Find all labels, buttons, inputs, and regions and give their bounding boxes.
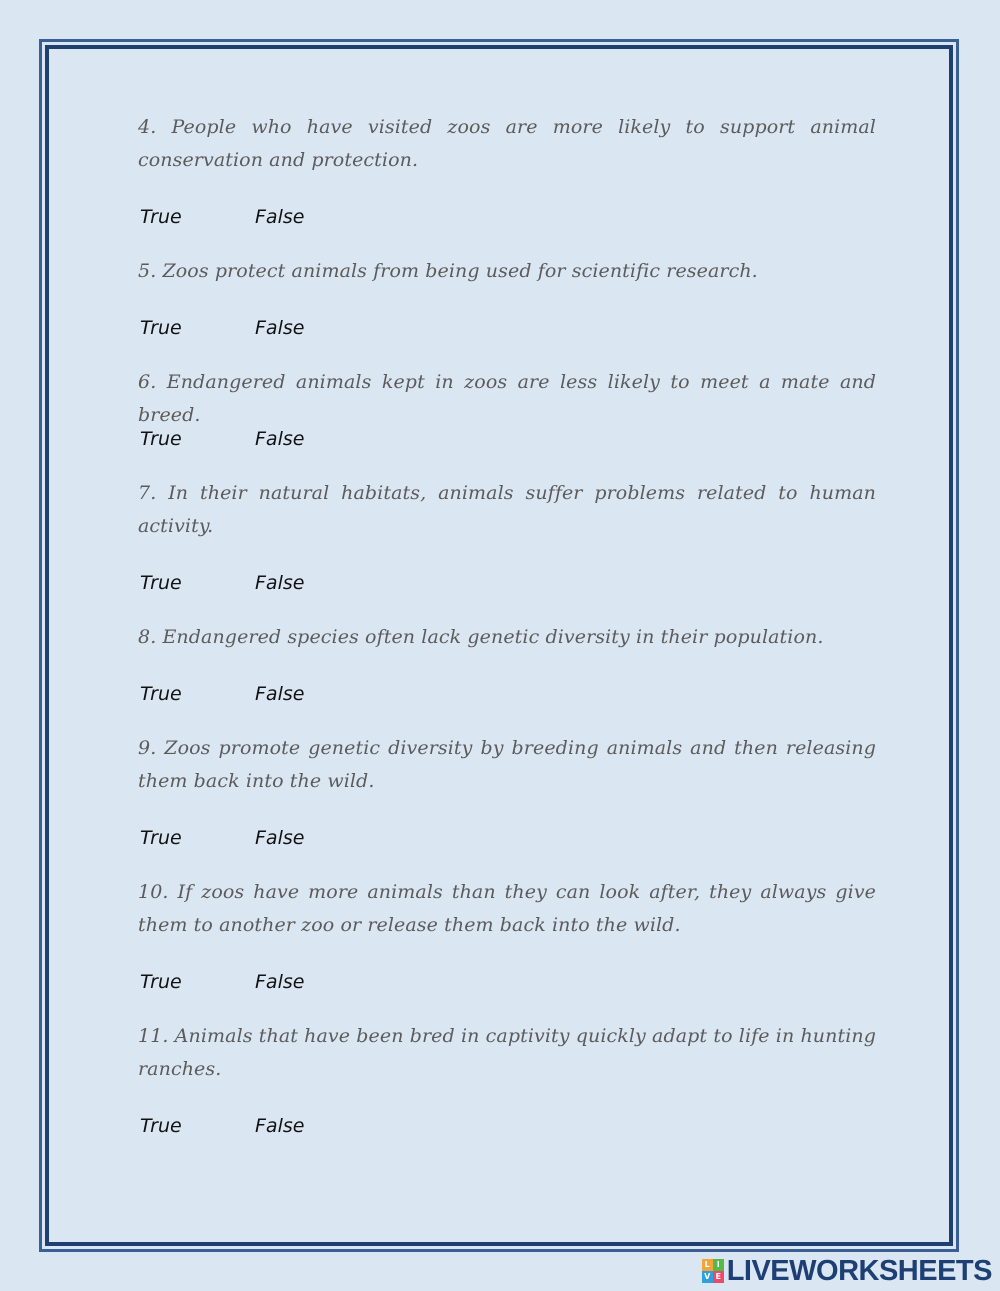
logo-mark-letter-i: I [713, 1259, 724, 1271]
question-9-answers [138, 825, 438, 851]
question-4-text: 4. People who have visited zoos are more likely to support animal conservation and protection. [138, 116, 876, 171]
question-8-false-option[interactable]: False [255, 683, 305, 705]
question-7-answers [138, 570, 438, 596]
question-8-answers [138, 681, 438, 707]
liveworksheets-logo [702, 1255, 992, 1287]
question-9-false-option[interactable]: False [255, 827, 305, 849]
question-7-true-option[interactable]: True [140, 572, 182, 594]
question-7-false-option[interactable]: False [255, 572, 305, 594]
question-10-answers [138, 969, 438, 995]
question-4-answers [138, 204, 438, 230]
question-4-true-option[interactable]: True [140, 206, 182, 228]
question-10-true-option[interactable]: True [140, 971, 182, 993]
question-5-answers [138, 315, 438, 341]
liveworksheets-logo-mark [702, 1259, 724, 1283]
question-6-text: 6. Endangered animals kept in zoos are less likely to meet a mate and breed. [138, 371, 876, 426]
question-5-true-option[interactable]: True [140, 317, 182, 339]
question-9-true-option[interactable]: True [140, 827, 182, 849]
question-7-text: 7. In their natural habitats, animals suffer problems related to human activity. [138, 482, 876, 537]
question-8-true-option[interactable]: True [140, 683, 182, 705]
question-10-false-option[interactable]: False [255, 971, 305, 993]
question-11-true-option[interactable]: True [140, 1115, 182, 1137]
question-10-text: 10. If zoos have more animals than they can look after, they always give them to another zoo or release them back into the wild. [138, 881, 876, 936]
question-8-text: 8. Endangered species often lack genetic diversity in their population. [138, 626, 824, 648]
question-11-false-option[interactable]: False [255, 1115, 305, 1137]
question-6-true-option[interactable]: True [140, 428, 182, 450]
question-5-text: 5. Zoos protect animals from being used for scientific research. [138, 260, 758, 282]
liveworksheets-logo-text: LIVEWORKSHEETS [726, 1255, 992, 1287]
logo-mark-letter-l: L [702, 1259, 713, 1271]
question-6-false-option[interactable]: False [255, 428, 305, 450]
question-5-false-option[interactable]: False [255, 317, 305, 339]
question-6-answers [138, 426, 438, 452]
question-4-false-option[interactable]: False [255, 206, 305, 228]
logo-mark-letter-v: V [702, 1271, 713, 1283]
question-9-text: 9. Zoos promote genetic diversity by breeding animals and then releasing them back into the wild. [138, 737, 876, 792]
question-11-text: 11. Animals that have been bred in captivity quickly adapt to life in hunting ranches. [138, 1025, 876, 1080]
logo-mark-letter-e: E [713, 1271, 724, 1283]
question-11-answers [138, 1113, 438, 1139]
